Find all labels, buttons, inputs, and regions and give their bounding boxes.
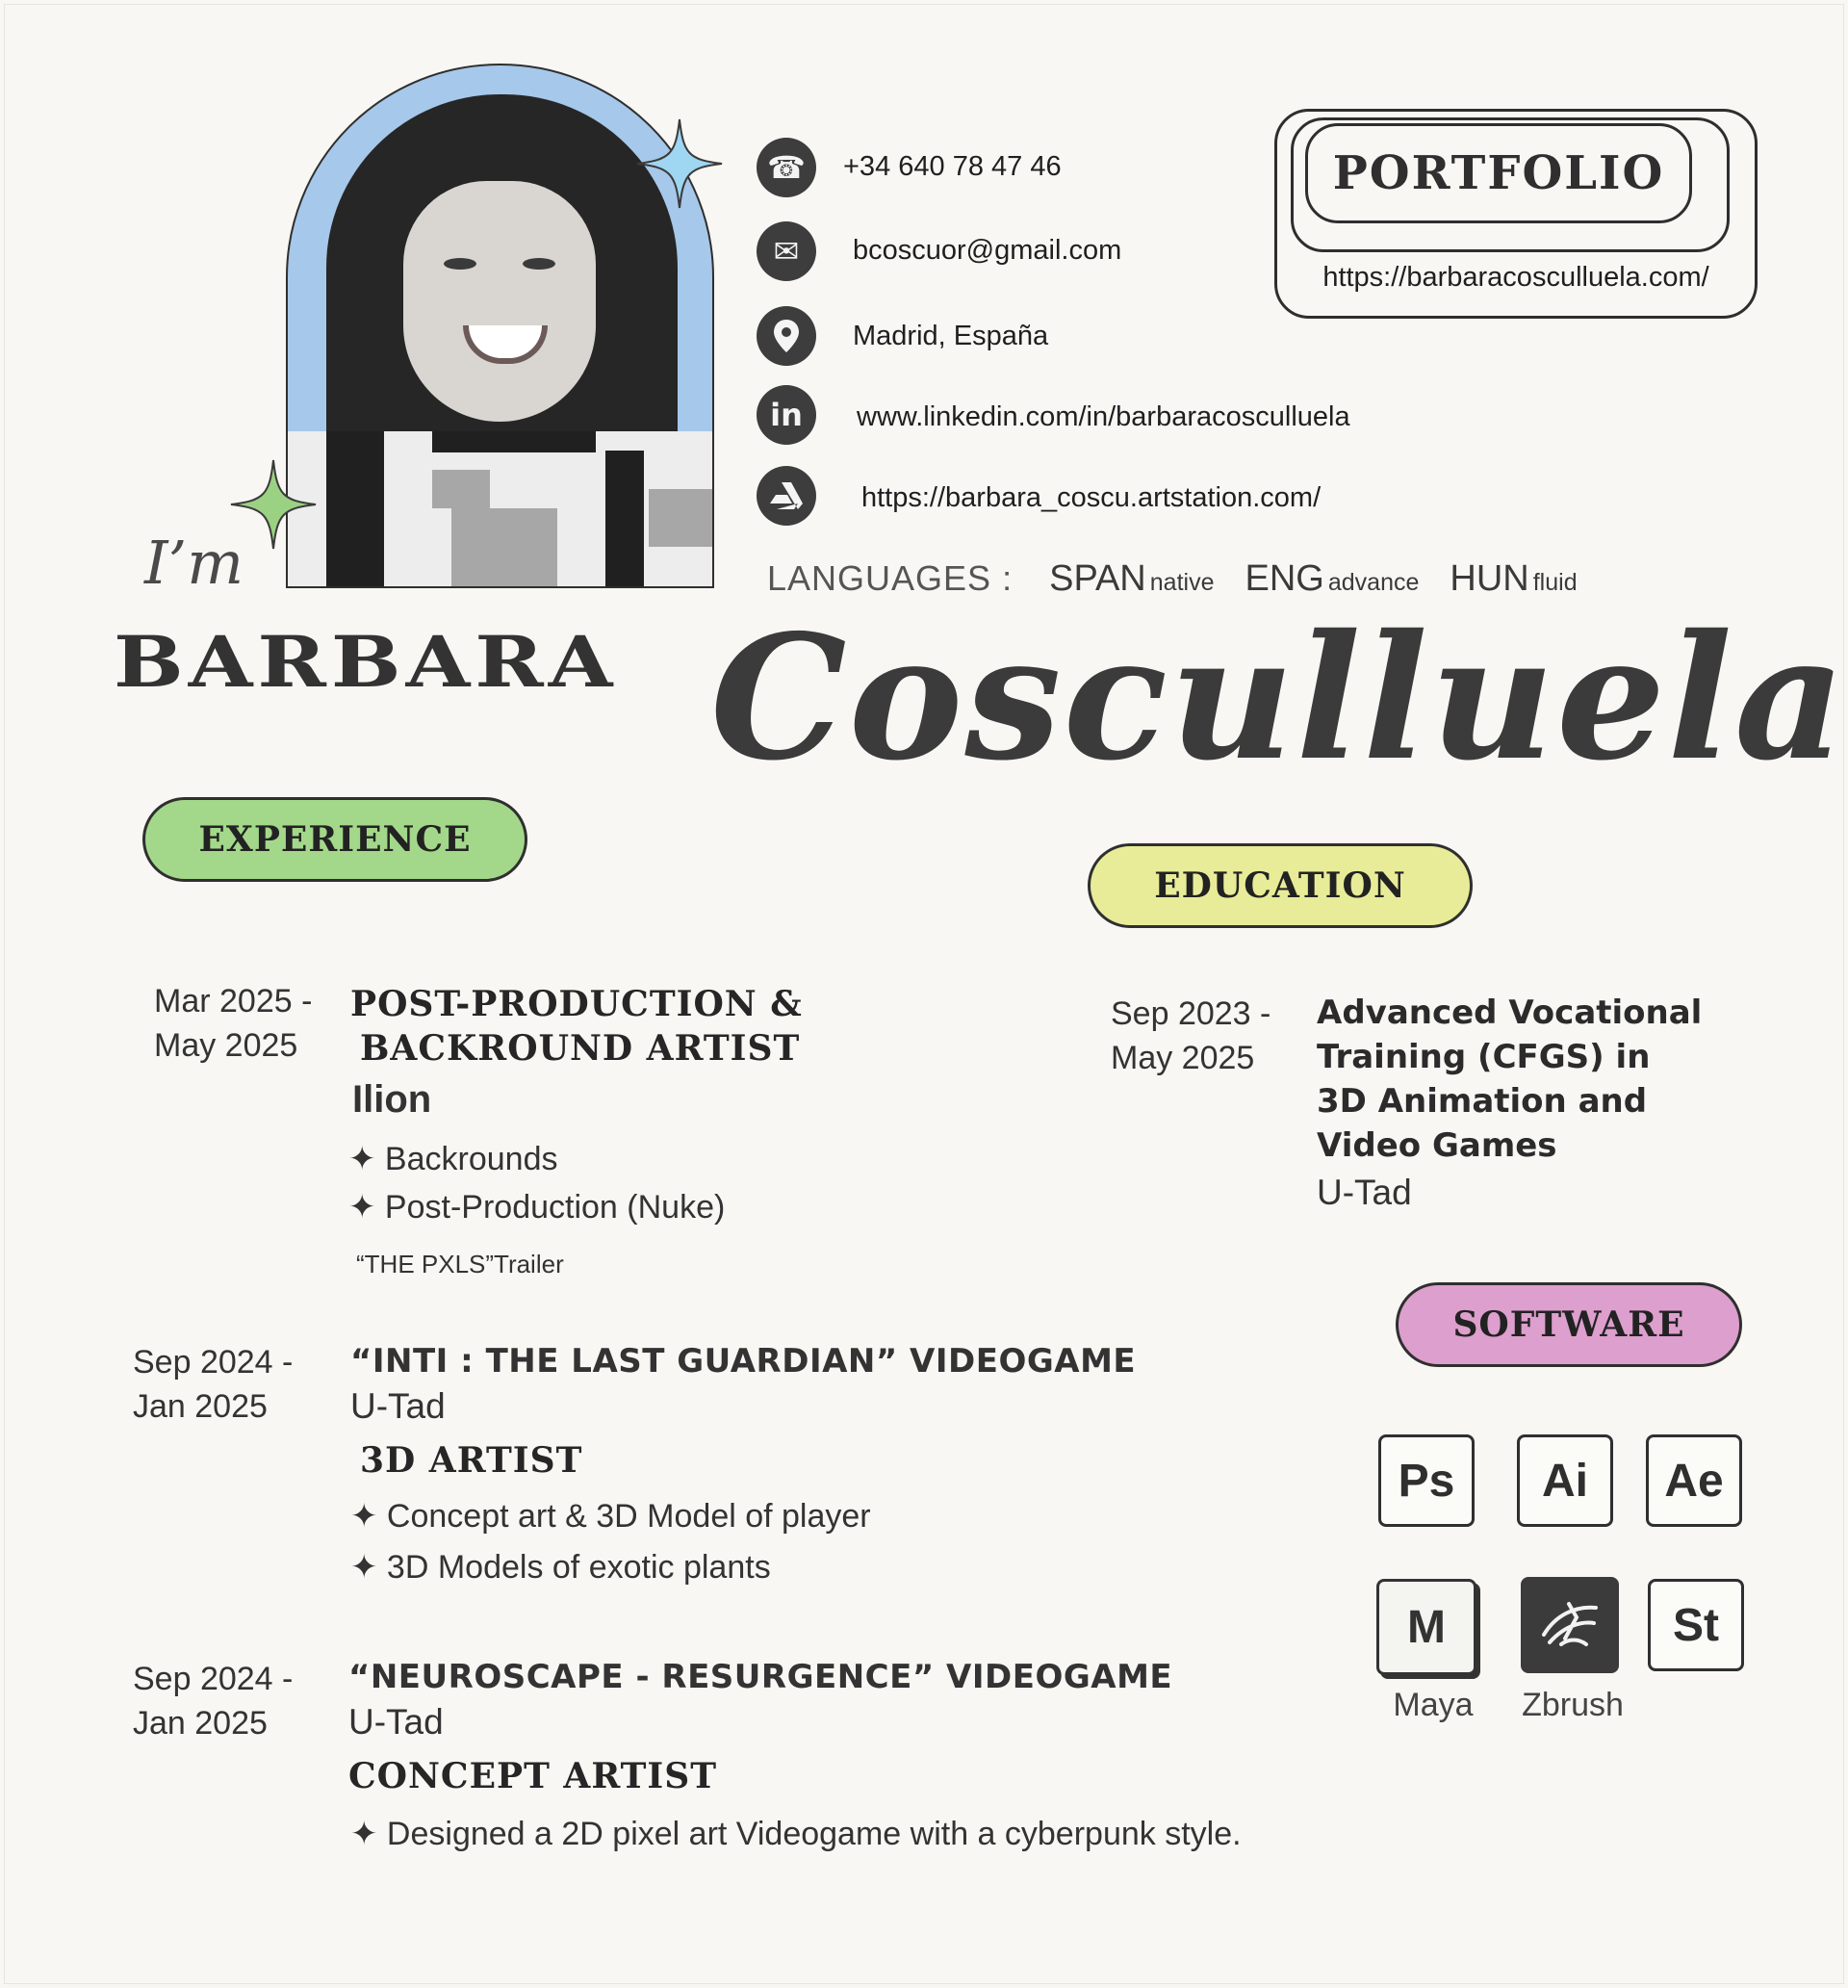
location-pin-icon bbox=[757, 306, 816, 366]
date-start: Mar 2025 - bbox=[154, 983, 313, 1020]
location-text: Madrid, España bbox=[853, 321, 1049, 351]
experience-1-dates bbox=[154, 979, 312, 1068]
date-start: Sep 2024 - bbox=[133, 1661, 294, 1697]
experience-1-bullet-2: ✦ Post-Production (Nuke) bbox=[348, 1189, 726, 1226]
email-address[interactable]: bcoscuor@gmail.com bbox=[853, 235, 1122, 266]
maya-caption: Maya bbox=[1393, 1687, 1474, 1723]
date-start: Sep 2023 - bbox=[1111, 995, 1271, 1032]
date-start: Sep 2024 - bbox=[133, 1344, 294, 1381]
intro-label: I’m bbox=[144, 528, 244, 598]
phone-number[interactable]: +34 640 78 47 46 bbox=[843, 151, 1062, 182]
education-title bbox=[1317, 991, 1702, 1168]
language-eng: ENG bbox=[1245, 558, 1324, 599]
language-hun: HUN bbox=[1450, 558, 1529, 599]
language-span-level: native bbox=[1149, 569, 1215, 596]
zbrush-caption: Zbrush bbox=[1522, 1687, 1624, 1723]
date-end: Jan 2025 bbox=[133, 1388, 268, 1425]
date-end: May 2025 bbox=[1111, 1040, 1255, 1076]
linkedin-icon: in bbox=[757, 385, 816, 445]
portfolio-url[interactable]: https://barbaracosculluela.com/ bbox=[1322, 262, 1709, 293]
email-icon: ✉ bbox=[757, 221, 816, 281]
experience-3-role: CONCEPT ARTIST bbox=[348, 1756, 718, 1796]
photo-shirt bbox=[288, 431, 714, 588]
sparkle-blue-icon bbox=[635, 117, 724, 210]
experience-heading: EXPERIENCE bbox=[142, 797, 527, 882]
zbrush-icon bbox=[1521, 1577, 1619, 1673]
language-eng-level: advance bbox=[1327, 569, 1420, 596]
experience-3-bullet-1: ✦ Designed a 2D pixel art Videogame with a cyberpunk style. bbox=[350, 1816, 1242, 1852]
maya-icon: M bbox=[1376, 1579, 1476, 1675]
experience-2-company: U-Tad bbox=[350, 1386, 446, 1426]
experience-2-bullet-2: ✦ 3D Models of exotic plants bbox=[350, 1549, 771, 1586]
role-line-2: BACKROUND ARTIST bbox=[360, 1028, 801, 1069]
experience-3-dates bbox=[133, 1657, 293, 1745]
education-title-line: Video Games bbox=[1317, 1126, 1557, 1165]
education-title-line: Advanced Vocational bbox=[1317, 994, 1703, 1032]
last-name: Cosculluela bbox=[710, 597, 1848, 798]
experience-2-project: “INTI : THE LAST GUARDIAN” VIDEOGAME bbox=[350, 1342, 1137, 1381]
artstation-url[interactable]: https://barbara_coscu.artstation.com/ bbox=[861, 482, 1322, 513]
first-name: BARBARA bbox=[114, 621, 618, 704]
experience-2-role: 3D ARTIST bbox=[360, 1440, 583, 1481]
languages-label: LANGUAGES : bbox=[767, 558, 1014, 598]
substance-icon: St bbox=[1648, 1579, 1744, 1671]
linkedin-url[interactable]: www.linkedin.com/in/barbaracosculluela bbox=[857, 401, 1350, 432]
language-span: SPAN bbox=[1049, 558, 1146, 599]
after-effects-icon: Ae bbox=[1646, 1434, 1742, 1527]
experience-1-role bbox=[350, 982, 803, 1071]
experience-1-company: Ilion bbox=[352, 1078, 432, 1121]
education-heading: EDUCATION bbox=[1088, 843, 1473, 928]
phone-icon: ☎ bbox=[757, 138, 816, 197]
education-school: U-Tad bbox=[1317, 1173, 1412, 1212]
language-hun-level: fluid bbox=[1532, 569, 1578, 596]
experience-3-company: U-Tad bbox=[348, 1702, 444, 1742]
software-heading: SOFTWARE bbox=[1396, 1282, 1742, 1367]
date-end: Jan 2025 bbox=[133, 1705, 268, 1742]
experience-2-bullet-1: ✦ Concept art & 3D Model of player bbox=[350, 1498, 871, 1535]
education-dates bbox=[1111, 992, 1270, 1080]
date-end: May 2025 bbox=[154, 1027, 298, 1064]
education-title-line: 3D Animation and bbox=[1317, 1082, 1648, 1121]
illustrator-icon: Ai bbox=[1517, 1434, 1613, 1527]
portfolio-button[interactable]: PORTFOLIO bbox=[1305, 123, 1692, 223]
experience-1-bullet-1: ✦ Backrounds bbox=[348, 1141, 558, 1177]
role-line-1: POST-PRODUCTION & bbox=[350, 984, 803, 1024]
experience-2-dates bbox=[133, 1340, 293, 1429]
photo-face bbox=[403, 181, 596, 422]
languages-row bbox=[767, 558, 1599, 600]
experience-3-project: “NEUROSCAPE - RESURGENCE” VIDEOGAME bbox=[348, 1658, 1173, 1696]
photoshop-icon: Ps bbox=[1378, 1434, 1475, 1527]
education-title-line: Training (CFGS) in bbox=[1317, 1038, 1651, 1076]
experience-1-note: “THE PXLS”Trailer bbox=[356, 1250, 564, 1278]
artstation-icon bbox=[757, 466, 816, 526]
